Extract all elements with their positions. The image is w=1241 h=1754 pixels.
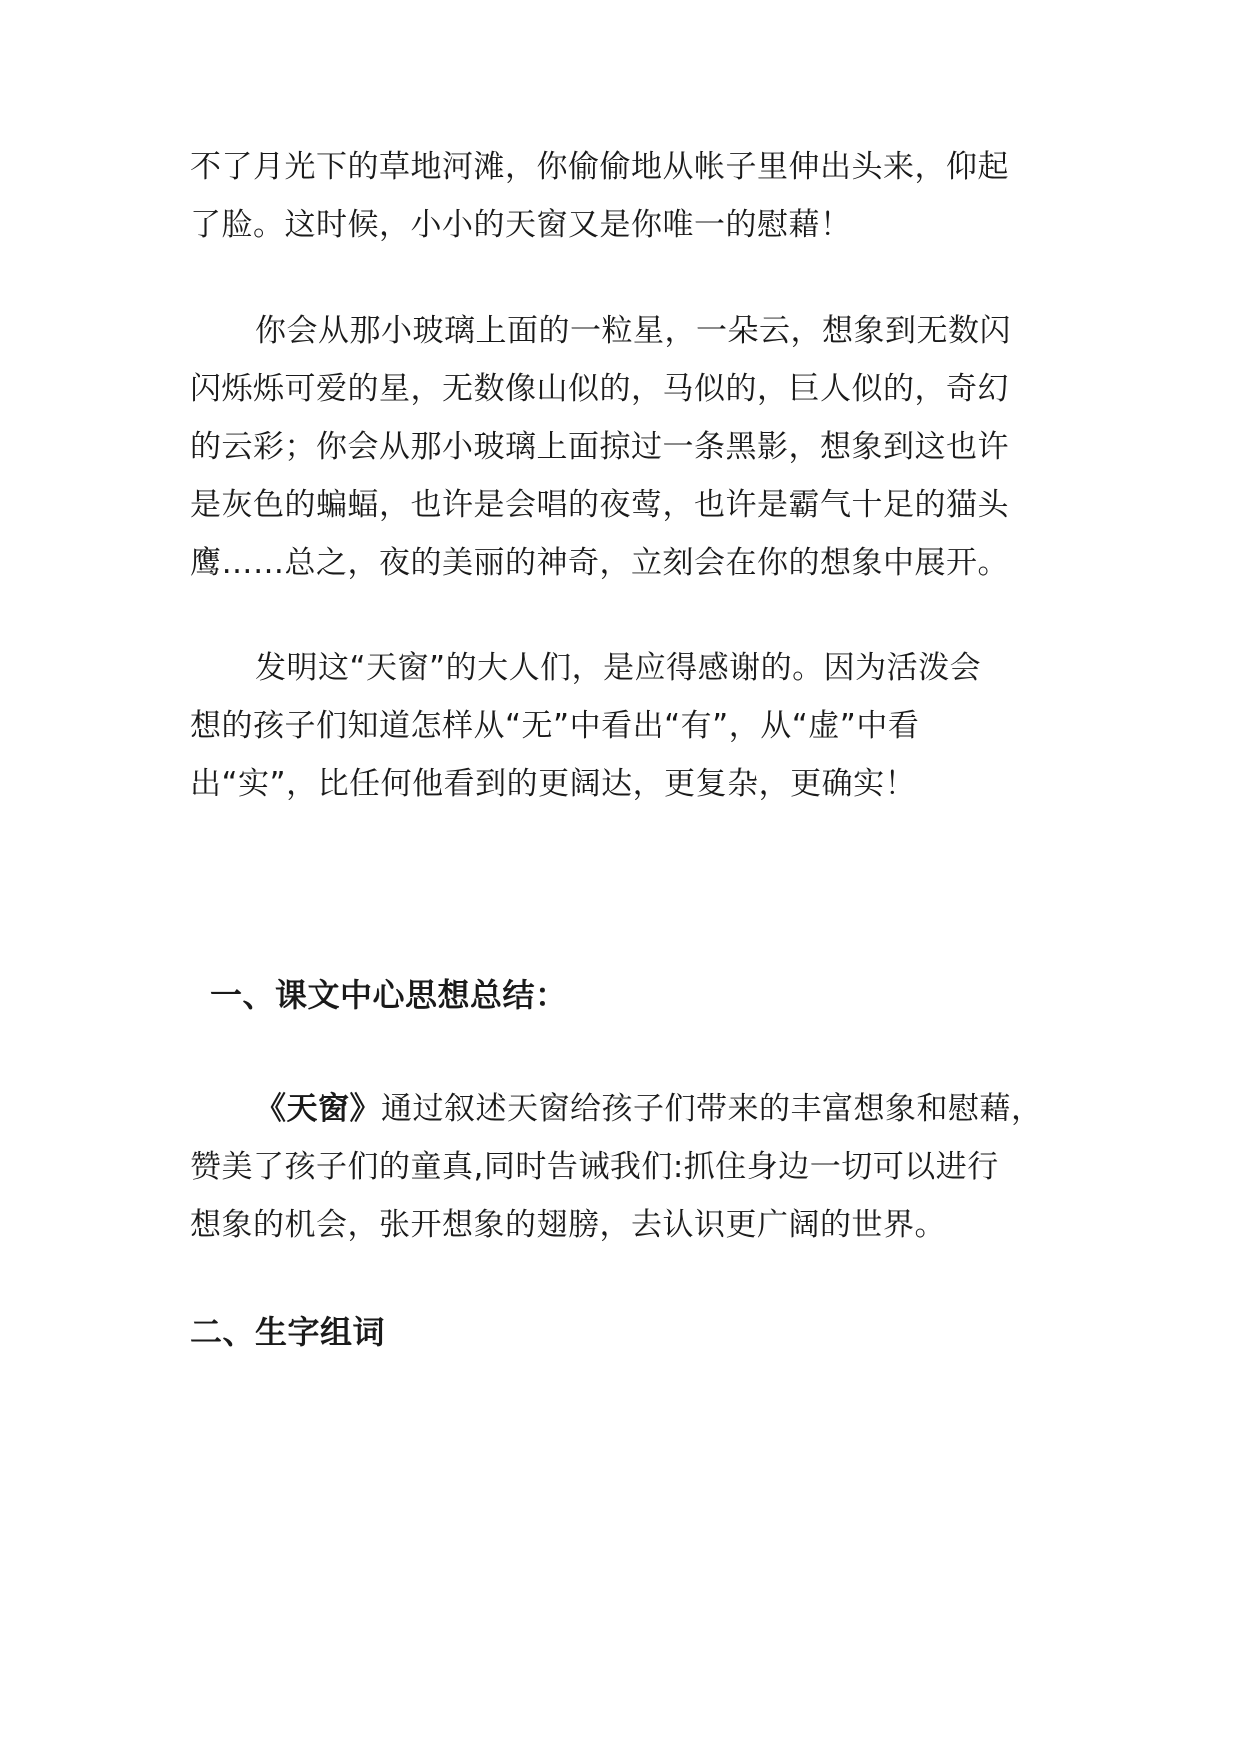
- summary-line2: 赞美了孩子们的童真,同时告诫我们:抓住身边一切可以进行: [190, 1149, 999, 1185]
- para1-line1: 不了月光下的草地河滩，你偷偷地从帐子里伸出头来，仰起: [190, 149, 1009, 185]
- para2-line5: 鹰……总之，夜的美丽的神奇，立刻会在你的想象中展开。: [190, 545, 1009, 581]
- summary-line3: 想象的机会，张开想象的翅膀，去认识更广阔的世界。: [190, 1207, 946, 1243]
- para2-line1: 你会从那小玻璃上面的一粒星，一朵云，想象到无数闪: [255, 313, 1011, 349]
- para2-line4: 是灰色的蝙蝠，也许是会唱的夜莺，也许是霸气十足的猫头: [190, 487, 1009, 523]
- para3-line1: 发明这“天窗”的大人们，是应得感谢的。因为活泼会: [255, 650, 982, 686]
- summary-book-title: 《天窗》: [255, 1091, 381, 1127]
- summary-line1-rest: 通过叙述天窗给孩子们带来的丰富想象和慰藉，: [381, 1091, 1043, 1127]
- para1-line2: 了脸。这时候，小小的天窗又是你唯一的慰藉！: [190, 207, 852, 243]
- para2-line3: 的云彩；你会从那小玻璃上面掠过一条黑影，想象到这也许: [190, 429, 1009, 465]
- para2-line2: 闪烁烁可爱的星，无数像山似的，马似的，巨人似的，奇幻: [190, 371, 1009, 407]
- summary-line1: [255, 1089, 1043, 1129]
- para3-line2: 想的孩子们知道怎样从“无”中看出“有”，从“虚”中看: [190, 708, 920, 744]
- section1-heading: 一、课文中心思想总结：: [210, 976, 568, 1014]
- para3-line3: 出“实”，比任何他看到的更阔达，更复杂，更确实！: [190, 766, 917, 802]
- section2-heading: 二、生字组词: [190, 1313, 386, 1351]
